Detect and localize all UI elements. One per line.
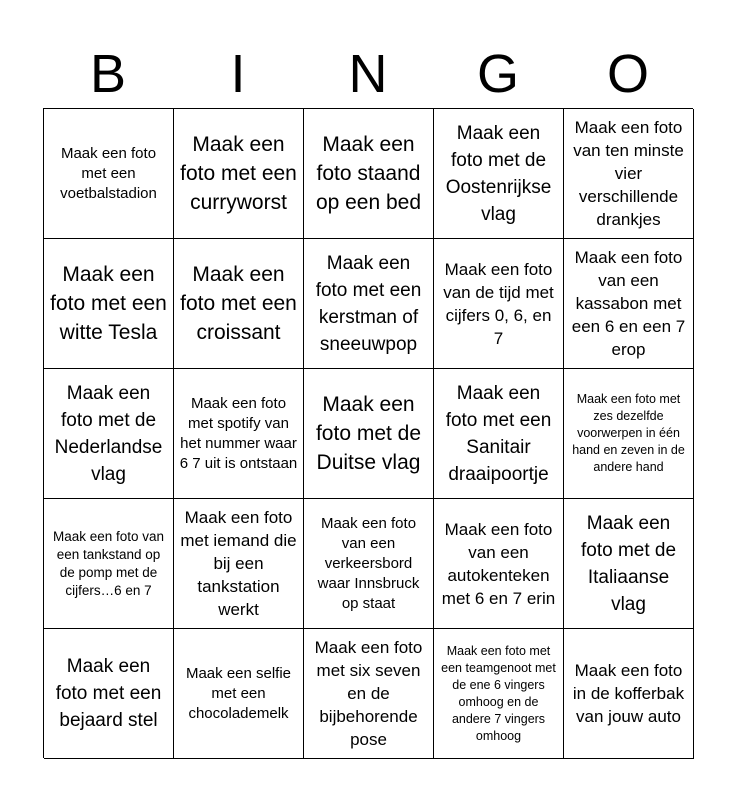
bingo-cell-text: Maak een foto met een kerstman of sneeuwpop [315, 252, 422, 355]
bingo-cell-text: Maak een foto met zes dezelfde voorwerpen in één hand en zeven in de andere hand [572, 392, 685, 474]
bingo-cell[interactable] [174, 499, 304, 629]
bingo-cell[interactable] [304, 629, 434, 759]
bingo-cell[interactable] [44, 369, 174, 499]
bingo-cell[interactable] [434, 369, 564, 499]
bingo-header [43, 40, 693, 108]
bingo-cell-text: Maak een foto staand op een bed [315, 133, 422, 214]
bingo-cell[interactable] [174, 629, 304, 759]
bingo-cell-text: Maak een foto van een kassabon met een 6 en een 7 erop [571, 248, 686, 359]
bingo-cell[interactable] [174, 369, 304, 499]
bingo-cell-text: Maak een foto met een teamgenoot met de ene 6 vingers omhoog en de andere 7 vingers omhoog [441, 643, 556, 743]
bingo-cell[interactable] [564, 239, 694, 369]
bingo-cell[interactable] [564, 109, 694, 239]
bingo-cell-text: Maak een foto in de kofferbak van jouw auto [572, 661, 685, 726]
header-letter-i: I [230, 44, 246, 104]
bingo-cell-text: Maak een foto met een Sanitair draaipoortje [445, 382, 552, 485]
bingo-cell-text: Maak een foto met een croissant [180, 263, 297, 344]
bingo-cell-text: Maak een selfie met een chocolademelk [185, 664, 292, 722]
bingo-cell[interactable] [44, 109, 174, 239]
bingo-cell[interactable] [304, 239, 434, 369]
header-letter-n: N [348, 44, 388, 104]
bingo-cell[interactable] [564, 369, 694, 499]
bingo-cell[interactable] [564, 499, 694, 629]
bingo-cell-text: Maak een foto met een curryworst [180, 133, 297, 214]
bingo-cell[interactable] [304, 109, 434, 239]
bingo-cell[interactable] [174, 109, 304, 239]
bingo-cell[interactable] [564, 629, 694, 759]
bingo-cell-text: Maak een foto met de Nederlandse vlag [54, 382, 163, 485]
bingo-cell-text: Maak een foto met six seven en de bijbehorende pose [314, 638, 423, 749]
bingo-cell[interactable] [434, 109, 564, 239]
bingo-cell[interactable] [44, 239, 174, 369]
bingo-cell-text: Maak een foto met de Italiaanse vlag [580, 512, 677, 615]
bingo-cell-text: Maak een foto van een autokenteken met 6 en 7 erin [441, 519, 556, 608]
header-letter-g: G [476, 44, 519, 104]
bingo-cell[interactable] [44, 629, 174, 759]
header-letter-o: O [606, 44, 649, 104]
bingo-cell[interactable] [44, 499, 174, 629]
bingo-cell-text: Maak een foto van de tijd met cijfers 0, 6, en 7 [443, 259, 554, 348]
bingo-cell-text: Maak een foto met iemand die bij een tankstation werkt [180, 508, 297, 619]
bingo-cell-text: Maak een foto met een voetbalstadion [60, 144, 157, 202]
bingo-cell-text: Maak een foto van een verkeersbord waar Innsbruck op staat [317, 514, 420, 612]
bingo-cell[interactable] [434, 239, 564, 369]
bingo-cell-text: Maak een foto met de Duitse vlag [315, 393, 422, 474]
bingo-cell[interactable] [434, 629, 564, 759]
bingo-cell[interactable] [174, 239, 304, 369]
bingo-cell-text: Maak een foto van ten minste vier verschillende drankjes [573, 118, 684, 229]
bingo-board [43, 108, 693, 758]
bingo-cell-text: Maak een foto met een bejaard stel [55, 656, 162, 731]
bingo-cell[interactable] [434, 499, 564, 629]
bingo-cell-text: Maak een foto met een witte Tesla [50, 263, 167, 344]
bingo-cell-text: Maak een foto met spotify van het nummer waar 6 7 uit is ontstaan [179, 394, 298, 472]
bingo-cell-text: Maak een foto met de Oostenrijkse vlag [445, 122, 552, 225]
bingo-cell-text: Maak een foto van een tankstand op de pomp met de cijfers…6 en 7 [52, 528, 165, 598]
header-letter-b: B [89, 44, 127, 104]
bingo-cell[interactable] [304, 369, 434, 499]
bingo-cell[interactable] [304, 499, 434, 629]
